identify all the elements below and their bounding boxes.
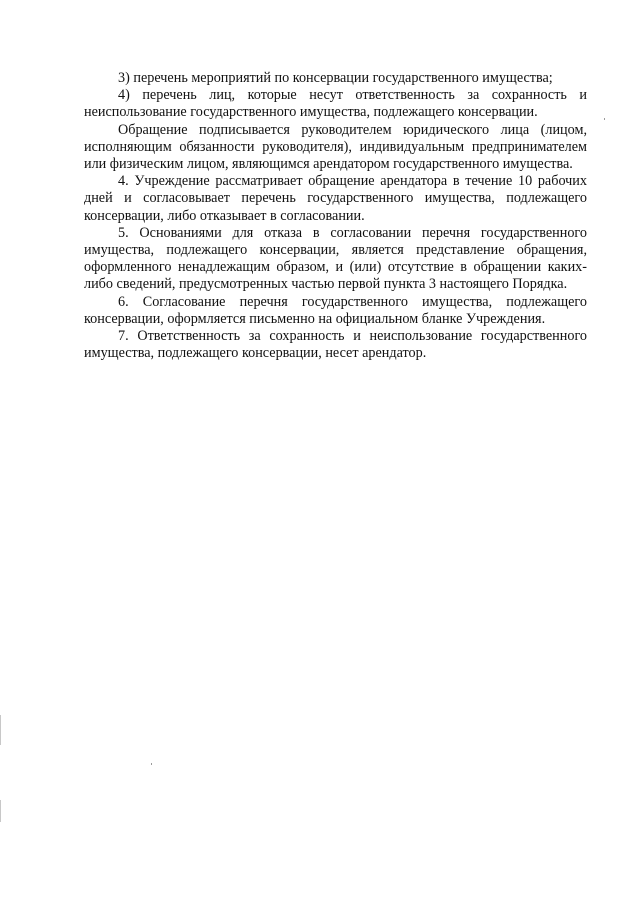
paragraph-point-5: 5. Основаниями для отказа в согласовании перечня государственного имущества, подлежащего консервации, является представление обращения, оформленного ненадлежащим образом, и (или) отсутствие в обращении каких-либо сведений, предусмотренных частью первой пункта 3 настоящего Порядка. [84,224,587,293]
paragraph-point-6: 6. Согласование перечня государственного имущества, подлежащего консервации, оформляется письменно на официальном бланке Учреждения. [84,293,587,327]
scan-edge-mark [0,800,1,822]
scan-edge-mark [0,715,1,745]
paragraph-signature-requirement: Обращение подписывается руководителем юридического лица (лицом, исполняющим обязанности руководителя), индивидуальным предпринимателем или физическим лицом, являющимся арендатором государственного имущества. [84,121,587,173]
paragraph-item-4: 4) перечень лиц, которые несут ответственность за сохранность и неиспользование государственного имущества, подлежащего консервации. [84,87,587,121]
paragraph-point-4: 4. Учреждение рассматривает обращение арендатора в течение 10 рабочих дней и согласовывает перечень государственного имущества, подлежащего консервации, либо отказывает в согласовании. [84,173,587,224]
document-body [84,70,587,362]
paragraph-item-3: 3) перечень мероприятий по консервации государственного имущества; [118,70,553,86]
paragraph-point-7: 7. Ответственность за сохранность и неиспользование государственного имущества, подлежащего консервации, несет арендатор. [84,328,587,362]
scan-speck [151,763,152,765]
scan-speck [604,118,605,120]
